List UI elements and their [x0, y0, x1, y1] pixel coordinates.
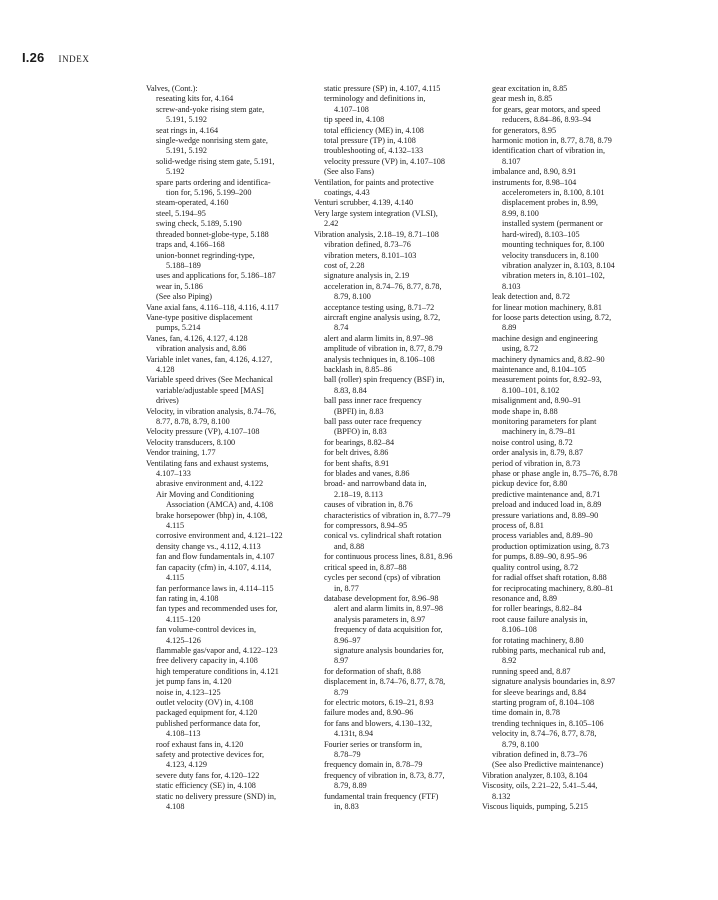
index-entry: machinery in, 8.79–81 [502, 427, 576, 437]
index-entry: machinery dynamics and, 8.82–90 [492, 354, 605, 364]
index-entry: process of, 8.81 [492, 521, 544, 531]
index-entry: tion for, 5.196, 5.199–200 [166, 188, 252, 198]
index-entry: for gears, gear motors, and speed [492, 104, 601, 114]
index-entry: seat rings in, 4.164 [156, 125, 219, 135]
index-entry: 4.115–120 [166, 614, 201, 624]
index-entry: for continuous process lines, 8.81, 8.96 [324, 552, 453, 562]
index-entry: wear in, 5.186 [156, 281, 203, 291]
index-entry: 8.97 [334, 656, 349, 666]
index-entry: velocity in, 8.74–76, 8.77, 8.78, [492, 729, 597, 739]
index-entry: backlash in, 8.85–86 [324, 364, 392, 374]
index-entry: root cause failure analysis in, [492, 614, 588, 624]
index-entry: for roller bearings, 8.82–84 [492, 604, 582, 614]
index-entry: 4.128 [156, 364, 175, 374]
index-entry: displacement in, 8.74–76, 8.77, 8.78, [324, 677, 446, 687]
index-entry: acceleration in, 8.74–76, 8.77, 8.78, [324, 281, 442, 291]
index-entry: fan rating in, 4.108 [156, 593, 219, 603]
index-entry: running speed and, 8.87 [492, 666, 571, 676]
index-entry: reducers, 8.84–86, 8.93–94 [502, 115, 592, 125]
index-entry: for loose parts detection using, 8.72, [492, 312, 612, 322]
index-entry: static no delivery pressure (SND) in, [156, 791, 277, 801]
index-entry: Variable inlet vanes, fan, 4.126, 4.127, [146, 354, 273, 364]
index-entry: for radial offset shaft rotation, 8.88 [492, 573, 607, 583]
index-entry: 8.96–97 [334, 635, 361, 645]
index-entry: 8.74 [334, 323, 349, 333]
index-entry: vibration meters, 8.101–103 [324, 250, 417, 260]
index-entry: abrasive environment and, 4.122 [156, 479, 264, 489]
index-entry: steel, 5.194–95 [156, 208, 206, 218]
index-entry: instruments for, 8.98–104 [492, 177, 577, 187]
index-entry: frequency of data acquisition for, [334, 625, 443, 635]
index-entry: starting program of, 8.104–108 [492, 697, 595, 707]
index-entry: fundamental train frequency (FTF) [324, 791, 439, 801]
index-entry: for bearings, 8.82–84 [324, 437, 395, 447]
index-entry: predictive maintenance and, 8.71 [492, 489, 601, 499]
index-entry: Very large system integration (VLSI), [314, 208, 438, 218]
page-header [22, 50, 89, 65]
index-entry: 8.79, 8.100 [502, 739, 539, 749]
index-entry: velocity pressure (VP) in, 4.107–108 [324, 156, 445, 166]
index-entry: (BPFO) in, 8.83 [334, 427, 387, 437]
index-entry: union-bonnet regrinding-type, [156, 250, 255, 260]
index-entry: installed system (permanent or [502, 219, 603, 229]
index-entry: failure modes and, 8.90–96 [324, 708, 414, 718]
index-entry: period of vibration in, 8.73 [492, 458, 581, 468]
index-entry: in, 8.77 [334, 583, 359, 593]
index-entry: coatings, 4.43 [324, 188, 370, 198]
index-entry: 4.107–108 [334, 104, 369, 114]
index-entry: threaded bonnet-globe-type, 5.188 [156, 229, 269, 239]
index-entry: density change vs., 4.112, 4.113 [156, 541, 261, 551]
index-entry: jet pump fans in, 4.120 [156, 677, 232, 687]
index-entry: Association (AMCA) and, 4.108 [166, 500, 274, 510]
index-entry: preload and induced load in, 8.89 [492, 500, 602, 510]
index-entry: Vibration analysis, 2.18–19, 8.71–108 [314, 229, 439, 239]
index-entry: Venturi scrubber, 4.139, 4.140 [314, 198, 414, 208]
index-entry: and, 8.88 [334, 541, 365, 551]
index-entry: causes of vibration in, 8.76 [324, 500, 413, 510]
index-entry: ball pass inner race frequency [324, 396, 422, 406]
index-entry: mounting techniques for, 8.100 [502, 240, 605, 250]
index-entry: 5.188–189 [166, 260, 201, 270]
index-entry: resonance and, 8.89 [492, 593, 558, 603]
index-entry: 8.79 [334, 687, 349, 697]
index-entry: alert and alarm limits in, 8.97–98 [324, 333, 433, 343]
index-entry: noise control using, 8.72 [492, 437, 573, 447]
index-entry: Ventilation, for paints and protective [314, 177, 434, 187]
index-entry: 4.115 [166, 573, 185, 583]
index-entry: trending techniques in, 8.105–106 [492, 718, 604, 728]
index-entry: for generators, 8.95 [492, 125, 557, 135]
index-entry: database development for, 8.96–98 [324, 593, 439, 603]
index-entry: swing check, 5.189, 5.190 [156, 219, 242, 229]
index-entry: 4.131t, 8.94 [334, 729, 374, 739]
index-entry: safety and protective devices for, [156, 750, 265, 759]
index-entry: Viscosity, oils, 2.21–22, 5.41–5.44, [482, 781, 598, 791]
index-entry: 4.125–126 [166, 635, 201, 645]
index-entry: free delivery capacity in, 4.108 [156, 656, 258, 666]
index-entry: signature analysis boundaries in, 8.97 [492, 677, 616, 687]
index-entry: steam-operated, 4.160 [156, 198, 229, 208]
index-entry: corrosive environment and, 4.121–122 [156, 531, 283, 541]
index-entry: misalignment and, 8.90–91 [492, 396, 582, 406]
index-entry: 8.103 [502, 281, 521, 291]
index-entry: fan performance laws in, 4.114–115 [156, 583, 274, 593]
index-entry: ball pass outer race frequency [324, 417, 422, 426]
index-entry: 8.79, 8.100 [334, 292, 371, 302]
index-entry: Velocity pressure (VP), 4.107–108 [146, 427, 260, 437]
index-entry: Vane-type positive displacement [146, 312, 253, 322]
index-entry: static efficiency (SE) in, 4.108 [156, 781, 256, 791]
index-entry: Valves, (Cont.): [146, 84, 198, 93]
index-entry: spare parts ordering and identifica- [156, 177, 271, 187]
index-entry: noise in, 4.123–125 [156, 687, 221, 697]
index-entry: signature analysis boundaries for, [334, 645, 444, 655]
index-entry: traps and, 4.166–168 [156, 240, 225, 250]
index-entry: 5.191, 5.192 [166, 146, 207, 156]
index-entry: vibration defined, 8.73–76 [324, 240, 411, 250]
index-entry: static pressure (SP) in, 4.107, 4.115 [324, 84, 441, 93]
index-entry: 8.79, 8.89 [334, 781, 367, 791]
index-entry: for compressors, 8.94–95 [324, 521, 408, 531]
index-entry: variable/adjustable speed [MAS] [156, 385, 264, 395]
index-entry: high temperature conditions in, 4.121 [156, 666, 279, 676]
index-entry: maintenance and, 8.104–105 [492, 364, 587, 374]
index-entry: tip speed in, 4.108 [324, 115, 385, 125]
index-entry: fan and flow fundamentals in, 4.107 [156, 552, 275, 562]
index-entry: total efficiency (ME) in, 4.108 [324, 125, 424, 135]
index-entry: (See also Piping) [156, 292, 212, 302]
index-entry: (BPFI) in, 8.83 [334, 406, 384, 416]
index-entry: uses and applications for, 5.186–187 [156, 271, 276, 281]
index-entry: for rotating machinery, 8.80 [492, 635, 584, 645]
index-entry: published performance data for, [156, 718, 261, 728]
index-entry: measurement points for, 8.92–93, [492, 375, 602, 385]
index-entry: for deformation of shaft, 8.88 [324, 666, 421, 676]
index-entry: broad- and narrowband data in, [324, 479, 427, 489]
index-entry: Vanes, fan, 4.126, 4.127, 4.128 [146, 333, 248, 343]
index-entry: brake horsepower (bhp) in, 4.108, [156, 510, 268, 520]
index-entry: 2.18–19, 8.113 [334, 489, 383, 499]
index-entry: Air Moving and Conditioning [156, 489, 255, 499]
index-entry: for blades and vanes, 8.86 [324, 469, 410, 479]
index-entry: characteristics of vibration in, 8.77–79 [324, 510, 451, 520]
index-entry: 5.192 [166, 167, 185, 177]
index-entry: fan capacity (cfm) in, 4.107, 4.114, [156, 562, 272, 572]
index-entry: for sleeve bearings and, 8.84 [492, 687, 587, 697]
index-entry: severe duty fans for, 4.120–122 [156, 770, 260, 780]
index-entry: rubbing parts, mechanical rub and, [492, 645, 606, 655]
index-column-2 [314, 84, 474, 812]
index-entry: terminology and definitions in, [324, 94, 426, 104]
index-entry: mode shape in, 8.88 [492, 406, 558, 416]
index-entry: analysis techniques in, 8.106–108 [324, 354, 435, 364]
index-entry: cycles per second (cps) of vibration [324, 573, 441, 583]
index-entry: 8.77, 8.78, 8.79, 8.100 [156, 417, 230, 426]
index-entry: hard-wired), 8.103–105 [502, 229, 580, 239]
index-entry: machine design and engineering [492, 333, 598, 343]
index-entry: phase or phase angle in, 8.75–76, 8.78 [492, 469, 618, 479]
index-column-1 [146, 84, 306, 812]
index-entry: vibration analysis and, 8.86 [156, 344, 247, 354]
index-entry: gear mesh in, 8.85 [492, 94, 553, 104]
index-entry: outlet velocity (OV) in, 4.108 [156, 697, 254, 707]
index-entry: gear excitation in, 8.85 [492, 84, 568, 93]
index-entry: velocity transducers in, 8.100 [502, 250, 599, 260]
page-number: I.26 [22, 50, 45, 65]
index-entry: Vane axial fans, 4.116–118, 4.116, 4.117 [146, 302, 279, 312]
index-entry: pickup device for, 8.80 [492, 479, 568, 489]
index-entry: for fans and blowers, 4.130–132, [324, 718, 433, 728]
index-entry: 8.100–101, 8.102 [502, 385, 560, 395]
index-entry: single-wedge nonrising stem gate, [156, 136, 268, 146]
index-entry: 5.191, 5.192 [166, 115, 207, 125]
index-entry: critical speed in, 8.87–88 [324, 562, 407, 572]
index-entry: total pressure (TP) in, 4.108 [324, 136, 416, 146]
index-entry: packaged equipment for, 4.120 [156, 708, 258, 718]
index-entry: 2.42 [324, 219, 339, 229]
index-entry: harmonic motion in, 8.77, 8.78, 8.79 [492, 136, 612, 146]
index-entry: for pumps, 8.89–90, 8.95–96 [492, 552, 587, 562]
index-entry: frequency of vibration in, 8.73, 8.77, [324, 770, 445, 780]
index-entry: analysis parameters in, 8.97 [334, 614, 426, 624]
index-entry: 4.108 [166, 802, 185, 812]
index-entry: imbalance and, 8.90, 8.91 [492, 167, 577, 177]
index-entry: Fourier series or transform in, [324, 739, 422, 749]
index-entry: 8.132 [492, 791, 511, 801]
index-entry: 8.107 [502, 156, 521, 166]
index-entry: 4.108–113 [166, 729, 201, 739]
index-entry: vibration meters in, 8.101–102, [502, 271, 605, 281]
index-entry: Ventilating fans and exhaust systems, [146, 458, 269, 468]
index-entry: roof exhaust fans in, 4.120 [156, 739, 244, 749]
index-entry: time domain in, 8.78 [492, 708, 560, 718]
index-entry: amplitude of vibration in, 8.77, 8.79 [324, 344, 443, 354]
index-entry: Velocity transducers, 8.100 [146, 437, 236, 447]
index-entry: vibration analyzer in, 8.103, 8.104 [502, 260, 615, 270]
index-entry: Viscous liquids, pumping, 5.215 [482, 802, 588, 812]
index-entry: for reciprocating machinery, 8.80–81 [492, 583, 614, 593]
index-entry: solid-wedge rising stem gate, 5.191, [156, 156, 275, 166]
index-entry: fan types and recommended uses for, [156, 604, 278, 614]
index-entry: ball (roller) spin frequency (BSF) in, [324, 375, 445, 385]
index-entry: 8.89 [502, 323, 517, 333]
index-entry: 4.123, 4.129 [166, 760, 207, 770]
index-entry: flammable gas/vapor and, 4.122–123 [156, 645, 278, 655]
index-entry: displacement probes in, 8.99, [502, 198, 598, 208]
index-entry: 4.107–133 [156, 469, 191, 479]
index-entry: 8.92 [502, 656, 517, 666]
index-entry: Variable speed drives (See Mechanical [146, 375, 273, 385]
index-entry: in, 8.83 [334, 802, 359, 812]
index-entry: cost of, 2.28 [324, 260, 365, 270]
index-entry: drives) [156, 396, 179, 406]
index-entry: aircraft engine analysis using, 8.72, [324, 312, 441, 322]
index-entry: production optimization using, 8.73 [492, 541, 610, 551]
index-entry: accelerometers in, 8.100, 8.101 [502, 188, 605, 198]
index-entry: order analysis in, 8.79, 8.87 [492, 448, 583, 458]
index-entry: using, 8.72 [502, 344, 539, 354]
index-entry: troubleshooting of, 4.132–133 [324, 146, 424, 156]
index-entry: conical vs. cylindrical shaft rotation [324, 531, 442, 541]
index-entry: Vendor training, 1.77 [146, 448, 216, 458]
running-head: INDEX [58, 54, 90, 64]
index-entry: screw-and-yoke rising stem gate, [156, 104, 265, 114]
index-entry: 8.106–108 [502, 625, 537, 635]
index-entry: frequency domain in, 8.78–79 [324, 760, 423, 770]
index-entry: for belt drives, 8.86 [324, 448, 389, 458]
index-entry: for bent shafts, 8.91 [324, 458, 390, 468]
index-entry: pressure variations and, 8.89–90 [492, 510, 599, 520]
index-entry: (See also Fans) [324, 167, 375, 177]
index-entry: 8.83, 8.84 [334, 385, 367, 395]
index-entry: fan volume-control devices in, [156, 625, 257, 635]
index-entry: process variables and, 8.89–90 [492, 531, 593, 541]
index-entry: vibration defined in, 8.73–76 [492, 750, 588, 759]
index-entry: monitoring parameters for plant [492, 417, 597, 426]
index-entry: 8.78–79 [334, 750, 361, 759]
index-entry: leak detection and, 8.72 [492, 292, 570, 302]
index-entry: pumps, 5.214 [156, 323, 201, 333]
index-entry: Velocity, in vibration analysis, 8.74–76, [146, 406, 276, 416]
index-entry: quality control using, 8.72 [492, 562, 579, 572]
index-entry: identification chart of vibration in, [492, 146, 605, 156]
index-entry: for linear motion machinery, 8.81 [492, 302, 602, 312]
index-entry: 8.99, 8.100 [502, 208, 539, 218]
index-entry: 4.115 [166, 521, 185, 531]
index-entry: Vibration analyzer, 8.103, 8.104 [482, 770, 588, 780]
index-entry: alert and alarm limits in, 8.97–98 [334, 604, 443, 614]
index-column-3 [482, 84, 642, 812]
index-entry: signature analysis in, 2.19 [324, 271, 410, 281]
index-entry: reseating kits for, 4.164 [156, 94, 234, 104]
index-entry: for electric motors, 6.19–21, 8.93 [324, 697, 434, 707]
index-entry: (See also Predictive maintenance) [492, 760, 604, 770]
index-entry: acceptance testing using, 8.71–72 [324, 302, 435, 312]
